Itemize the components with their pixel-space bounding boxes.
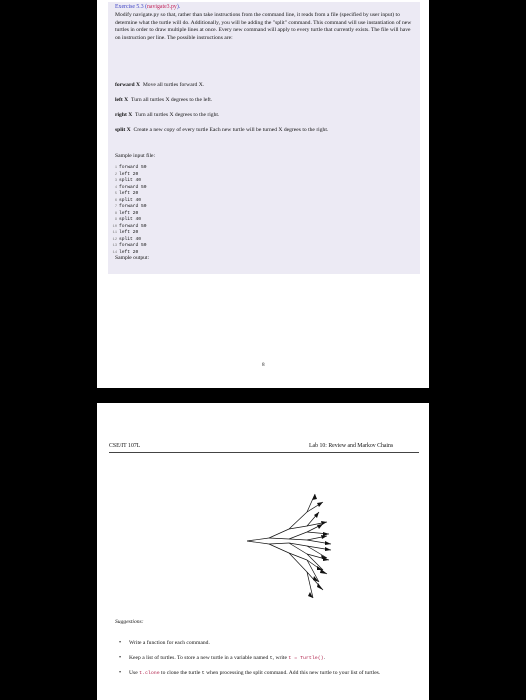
bullet-marker: • — [119, 670, 122, 676]
suggestion-2: Keep a list of turtles. To store a new turtle in a variable named t, write t = Turtle(). — [129, 655, 325, 661]
code-line: 9 split 40 — [114, 217, 142, 222]
code-line: 2 left 20 — [114, 171, 139, 177]
code-line: 10 forward 50 — [112, 223, 147, 229]
command-left: left X Turn all turtles X degrees to the left. — [115, 97, 213, 103]
suggestion-1: Write a function for each command. — [129, 640, 210, 646]
sample-output-label: Sample output: — [115, 255, 150, 261]
header-rule — [109, 452, 419, 453]
bullet-marker: • — [119, 655, 122, 661]
code-line: 4 forward 50 — [114, 184, 147, 190]
tree-branches — [247, 494, 331, 598]
code-line: 3 split 40 — [114, 178, 142, 183]
command-right: right X Turn all turtles X degrees to the right. — [115, 112, 220, 118]
sample-input-label: Sample input file: — [115, 153, 156, 159]
suggestions-label: Suggestions: — [115, 619, 144, 625]
sample-input-code — [109, 165, 379, 256]
bullet-marker: • — [119, 640, 122, 646]
exercise-title: Exercise 5.3 (navigate3.py). — [115, 4, 181, 10]
header-lab-title: Lab 10: Review and Markov Chains — [309, 443, 394, 449]
code-line: 7 forward 50 — [114, 204, 147, 209]
code-line: 5 left 20 — [114, 191, 139, 196]
code-line: 6 split 40 — [114, 197, 142, 203]
command-forward: forward X Move all turtles forward X. — [115, 82, 205, 88]
page-number: 8 — [262, 362, 265, 368]
code-line: 12 split 40 — [112, 236, 142, 242]
code-line: 14 left 20 — [112, 249, 139, 255]
header-course: CSE/IT 107L — [109, 443, 141, 449]
turtle-tree-figure — [247, 466, 337, 614]
code-line: 11 left 20 — [112, 230, 139, 235]
suggestion-3: Use t.clone to clone the turtle t when processing the split command. Add this new turtle to your list of turtles. — [129, 670, 381, 676]
exercise-description: Modify navigate.py so that, rather than take instructions from the command line, it reads from a file (specified by user input) to determine what the turtle will do. Additionally, you will be adding the "split" command. This command will use instantiation of new turtles in order to draw multiple lines at once. Every new command will apply to every turtle that currently exists. The file will have on instruction per line. The possible instructions are: — [115, 12, 412, 41]
command-split: split X Create a new copy of every turtle Each new turtle will be turned X degrees to the right. — [115, 127, 329, 133]
document-page-1 — [97, 0, 429, 388]
code-line: 1 forward 50 — [114, 165, 147, 170]
code-line: 13 forward 50 — [112, 243, 147, 248]
code-line: 8 left 20 — [114, 210, 139, 216]
document-page-2 — [97, 403, 429, 700]
